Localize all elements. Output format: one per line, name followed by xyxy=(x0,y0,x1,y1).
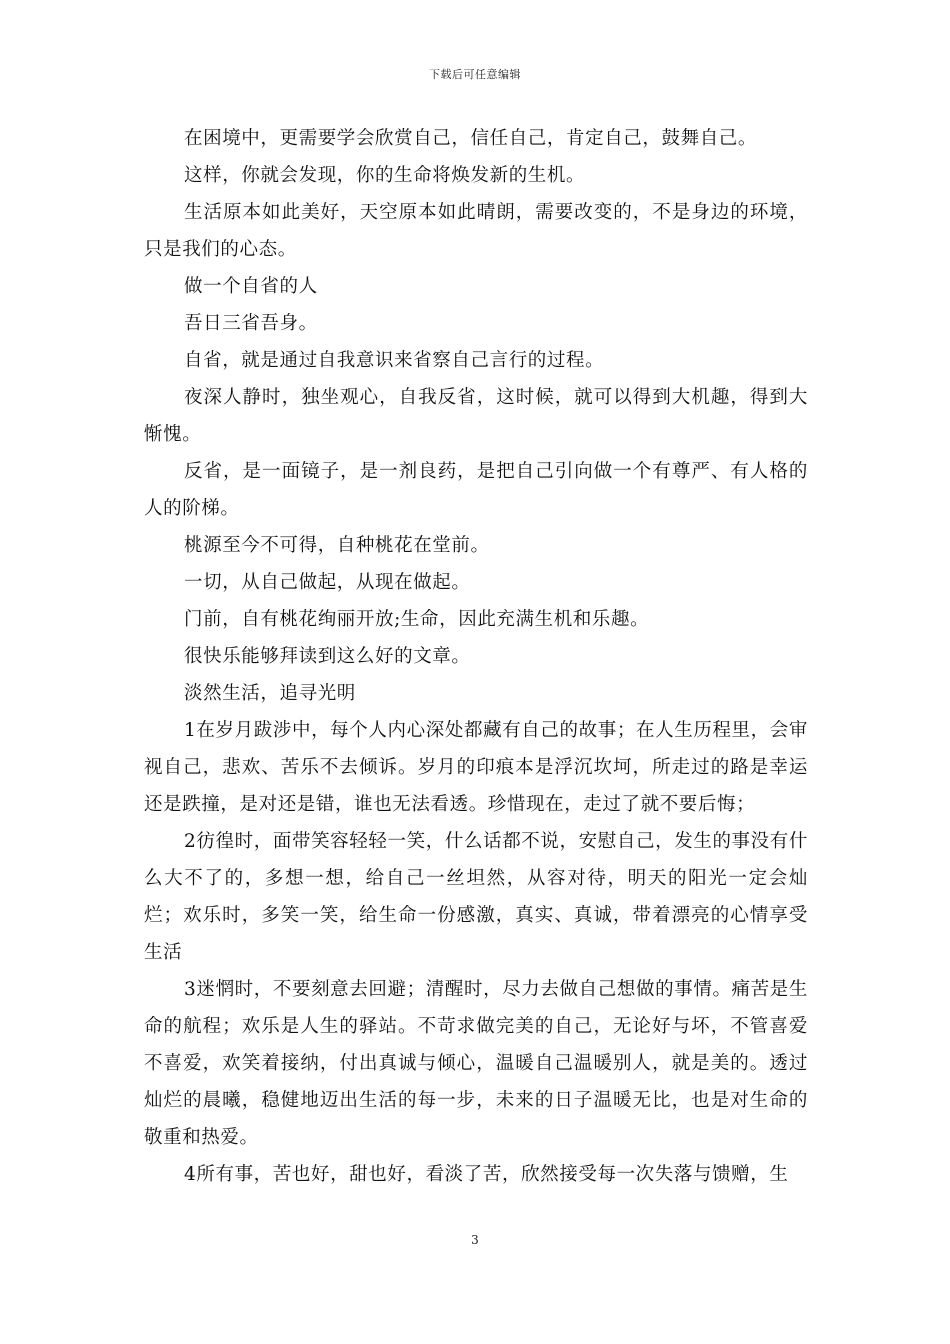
paragraph: 4所有事，苦也好，甜也好，看淡了苦，欣然接受每一次失落与馈赠，生 xyxy=(184,1164,789,1185)
paragraph: 在困境中，更需要学会欣赏自己，信任自己，肯定自己，鼓舞自己。 xyxy=(184,128,758,149)
paragraph: 反省，是一面镜子，是一剂良药，是把自己引向做一个有尊严、有人格的人的阶梯。 xyxy=(144,461,808,519)
paragraph: 桃源至今不可得，自种桃花在堂前。 xyxy=(184,535,490,556)
paragraph: 很快乐能够拜读到这么好的文章。 xyxy=(184,646,471,667)
paragraph: 生活原本如此美好，天空原本如此晴朗，需要改变的，不是身边的环境，只是我们的心态。 xyxy=(144,202,808,260)
page-number: 3 xyxy=(471,1233,479,1247)
section-heading: 淡然生活，追寻光明 xyxy=(184,683,356,704)
page-header: 下载后可任意编辑 xyxy=(429,68,521,81)
section-heading: 做一个自省的人 xyxy=(184,276,318,297)
body-text xyxy=(144,120,808,1193)
paragraph: 一切，从自己做起，从现在做起。 xyxy=(184,572,471,593)
paragraph: 夜深人静时，独坐观心，自我反省，这时候，就可以得到大机趣，得到大惭愧。 xyxy=(144,387,808,445)
paragraph: 门前，自有桃花绚丽开放;生命，因此充满生机和乐趣。 xyxy=(184,609,650,630)
paragraph: 这样，你就会发现，你的生命将焕发新的生机。 xyxy=(184,165,586,186)
paragraph: 1在岁月跋涉中，每个人内心深处都藏有自己的故事；在人生历程里，会审视自己，悲欢、苦乐不去倾诉。岁月的印痕本是浮沉坎坷，所走过的路是幸运还是跌撞，是对还是错，谁也无法看透。珍惜现在，走过了就不要后悔； xyxy=(144,720,808,815)
paragraph: 2彷徨时，面带笑容轻轻一笑，什么话都不说，安慰自己，发生的事没有什么大不了的，多想一想，给自己一丝坦然，从容对待，明天的阳光一定会灿烂；欢乐时，多笑一笑，给生命一份感激，真实、真诚，带着漂亮的心情享受生活 xyxy=(144,831,808,963)
paragraph: 吾日三省吾身。 xyxy=(184,313,318,334)
paragraph: 自省，就是通过自我意识来省察自己言行的过程。 xyxy=(184,350,605,371)
paragraph: 3迷惘时，不要刻意去回避；清醒时，尽力去做自己想做的事情。痛苦是生命的航程；欢乐是人生的驿站。不苛求做完美的自己，无论好与坏，不管喜爱不喜爱，欢笑着接纳，付出真诚与倾心，温暖自己温暖别人，就是美的。透过灿烂的晨曦，稳健地迈出生活的每一步，未来的日子温暖无比，也是对生命的敬重和热爱。 xyxy=(144,979,808,1148)
